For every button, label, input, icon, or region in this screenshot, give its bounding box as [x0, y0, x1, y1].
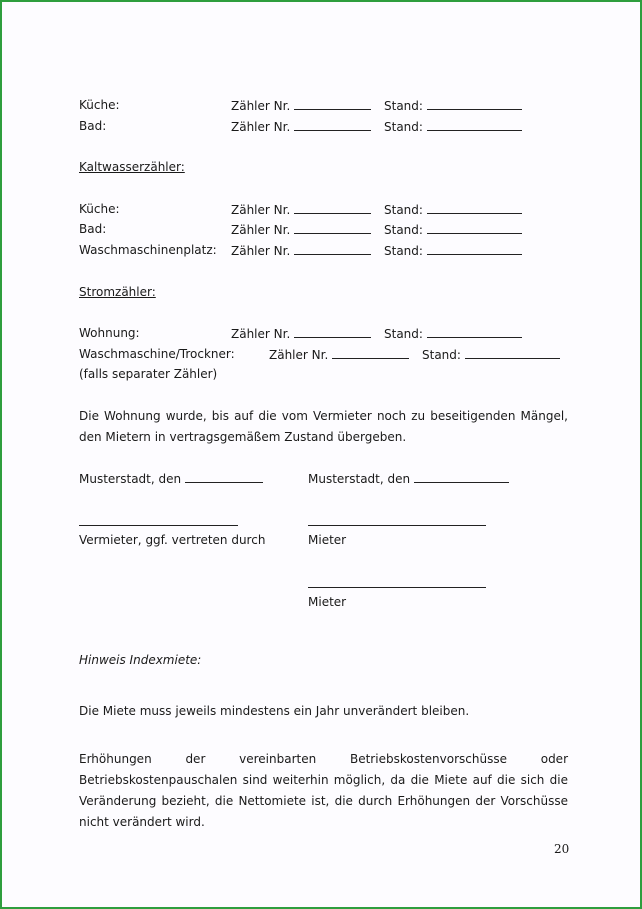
landlord-label: Vermieter, ggf. vertreten durch	[79, 533, 266, 547]
warm-bath-meter: Zähler Nr.	[231, 119, 371, 135]
power-flat-meter: Zähler Nr.	[231, 326, 371, 342]
warm-kitchen-reading: Stand:	[384, 98, 522, 114]
power-heading: Stromzähler:	[79, 285, 156, 299]
warm-kitchen-meter: Zähler Nr.	[231, 98, 371, 114]
landlord-signature-line	[79, 525, 238, 526]
cold-bath-label: Bad:	[79, 222, 107, 236]
index-rent-para2-rest: Betriebskostenpauschalen sind weiterhin möglich, da die Miete auf die sich die Veränderung bezieht, die Nettomiete ist, die durch Erhöhungen der Vorschüsse nicht verändert wird.	[79, 773, 568, 829]
warm-bath-label: Bad:	[79, 119, 107, 133]
tenant-signature-line-2	[308, 587, 486, 588]
tenant-signature-line-1	[308, 525, 486, 526]
index-rent-para1: Die Miete muss jeweils mindestens ein Jahr unverändert bleiben.	[79, 704, 470, 718]
cold-bath-meter: Zähler Nr.	[231, 222, 371, 238]
page-number: 20	[554, 842, 570, 856]
power-flat-reading: Stand:	[384, 326, 522, 342]
warm-bath-reading: Stand:	[384, 119, 522, 135]
cold-bath-reading: Stand:	[384, 222, 522, 238]
place-date-right: Musterstadt, den	[308, 471, 509, 487]
power-washer-label: Waschmaschine/Trockner:	[79, 347, 235, 361]
handover-text: Die Wohnung wurde, bis auf die vom Vermieter noch zu beseitigenden Mängel, den Mietern in vertragsgemäßem Zustand übergeben.	[79, 409, 568, 444]
cold-water-heading: Kaltwasserzähler:	[79, 160, 185, 174]
index-rent-para2-line1: Erhöhungen der vereinbarten Betriebskostenvorschüsse oder	[79, 752, 568, 766]
power-flat-label: Wohnung:	[79, 326, 140, 340]
tenant-label-1: Mieter	[308, 533, 347, 547]
cold-washer-reading: Stand:	[384, 243, 522, 259]
tenant-label-2: Mieter	[308, 595, 347, 609]
place-date-left: Musterstadt, den	[79, 471, 263, 487]
power-note: (falls separater Zähler)	[79, 367, 218, 381]
power-washer-reading: Stand:	[422, 347, 560, 363]
warm-kitchen-label: Küche:	[79, 98, 120, 112]
cold-kitchen-reading: Stand:	[384, 202, 522, 218]
cold-kitchen-label: Küche:	[79, 202, 120, 216]
cold-washer-meter: Zähler Nr.	[231, 243, 371, 259]
index-rent-heading: Hinweis Indexmiete:	[79, 653, 202, 667]
power-washer-meter: Zähler Nr.	[269, 347, 409, 363]
cold-washer-label: Waschmaschinenplatz:	[79, 243, 217, 257]
cold-kitchen-meter: Zähler Nr.	[231, 202, 371, 218]
